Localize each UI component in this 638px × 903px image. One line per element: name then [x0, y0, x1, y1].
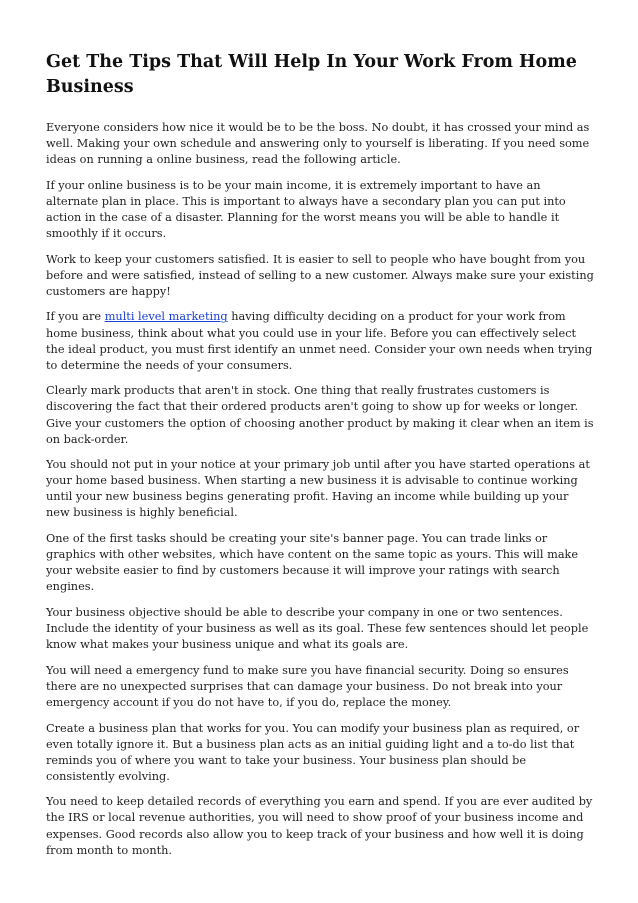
- paragraph: Your business objective should be able to describe your company in one or two sentences. Include the identity of your business as well as its goal. These few sentences should let people know what makes your business unique and what its goals are.: [46, 605, 589, 652]
- paragraph: You should not put in your notice at your primary job until after you have started operations at your home based business. When starting a new business it is advisable to continue working until your new business begins generating profit. Having an income while building up your new business is highly beneficial.: [46, 458, 590, 520]
- paragraph-with-link: [46, 309, 594, 373]
- document-title: Get The Tips That Will Help In Your Work From Home Business: [46, 52, 577, 97]
- paragraph: Work to keep your customers satisfied. It is easier to sell to people who have bought from you before and were satisfied, instead of selling to a new customer. Always make sure your existing customers are happy!: [46, 252, 594, 298]
- paragraph: Clearly mark products that aren't in stock. One thing that really frustrates customers is discovering the fact that their ordered products aren't going to show up for weeks or longer. Give your customers the option of choosing another product by making it clear when an item is on back-order.: [46, 384, 594, 446]
- paragraph-text-before-link: If you are: [46, 310, 105, 324]
- document-page: [46, 50, 594, 868]
- paragraph-text-after-link: having difficulty deciding on a product for your work from home business, think about what you could use in your life. Before you can effectively select the ideal product, you must first identify an unmet need. Consider your own needs when trying to determine the needs of your consumers.: [46, 310, 593, 372]
- paragraph: Everyone considers how nice it would be to be the boss. No doubt, it has crossed your mind as well. Making your own schedule and answering only to yourself is liberating. If you need some ideas on running a online business, read the following article.: [46, 121, 590, 167]
- paragraph: You will need a emergency fund to make sure you have financial security. Doing so ensures there are no unexpected surprises that can damage your business. Do not break into your emergency account if you do not have to, if you do, replace the money.: [46, 663, 569, 709]
- paragraph: You need to keep detailed records of everything you earn and spend. If you are ever audited by the IRS or local revenue authorities, you will need to show proof of your business income and expenses. Good records also allow you to keep track of your business and how well it is doing from month to month.: [46, 795, 593, 857]
- paragraph: One of the first tasks should be creating your site's banner page. You can trade links or graphics with other websites, which have content on the same topic as yours. This will make your website easier to find by customers because it will improve your ratings with search engines.: [46, 532, 579, 594]
- paragraph: If your online business is to be your main income, it is extremely important to have an alternate plan in place. This is important to always have a secondary plan you can put into action in the case of a disaster. Planning for the worst means you will be able to handle it smoothly if it occurs.: [46, 178, 566, 241]
- paragraph: Create a business plan that works for you. You can modify your business plan as required, or even totally ignore it. But a business plan acts as an initial guiding light and a to-do list that reminds you of where you want to take your business. Your business plan should be consistently evolving.: [46, 721, 580, 783]
- multi-level-marketing-link[interactable]: multi level marketing: [104, 310, 228, 324]
